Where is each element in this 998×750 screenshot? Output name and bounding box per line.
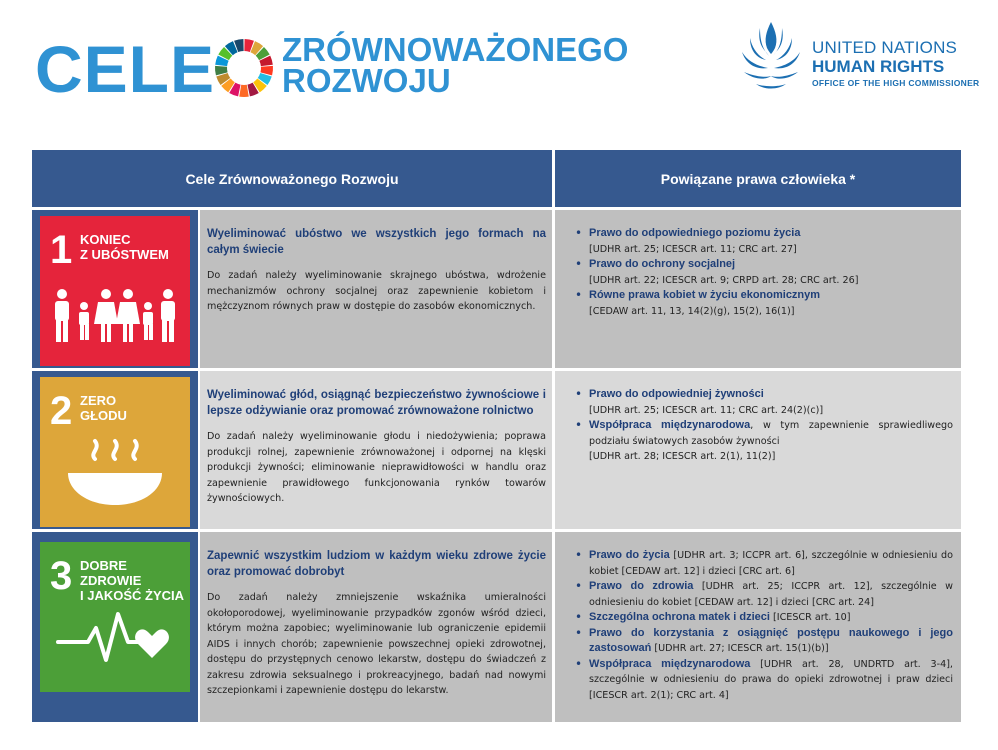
sdg-title-sub [282,31,629,99]
sdg-label-line2: I JAKOŚĆ ŻYCIA [80,588,185,603]
title-sub-line2: ROZWOJU [282,62,451,99]
right-name: Współpraca międzynarodowa [589,657,751,670]
goal-icon-cell [32,210,198,368]
list-item [575,610,953,626]
goal-description: Do zadań należy wyeliminowanie głodu i niedożywienia; poprawa produkcji rolnej, zapewnienie zrównoważonej i odpornej na klęski produkcji żywności; eliminowanie nieprawidłowości w handlu oraz zapewnienie prawidłowego funkcjonowania rynków towarów żywnościowych. [207,431,546,504]
sdg-label-line1: DOBRE ZDROWIE [80,558,142,588]
right-reference: [CEDAW art. 11, 13, 14(2)(g), 15(2), 16(1)] [589,305,795,317]
table-row [32,371,961,529]
sdg-number: 1 [50,228,73,272]
right-name: Prawo do zdrowia [589,580,694,592]
right-reference: [UDHR art. 27; ICESCR art. 15(1)(b)] [651,643,829,654]
list-item [575,548,953,579]
column-header-rights: Powiązane prawa człowieka * [555,150,961,207]
rights-cell [555,371,961,529]
sdg-label-line1: ZERO [80,393,117,408]
goal-title: Wyeliminować głód, osiągnąć bezpieczeństwo żywnościowe i lepsze odżywianie oraz promować zrównoważone rolnictwo [207,389,546,417]
org-line1: UNITED NATIONS [812,38,958,57]
right-name: Prawo do odpowiedniej żywności [589,388,764,400]
right-reference: [UDHR art. 28; ICESCR art. 2(1), 11(2)] [589,451,776,462]
list-item [575,657,953,704]
right-reference: [ICESCR art. 10] [769,612,851,623]
right-name: Prawo do korzystania z osiągnięć postępu naukowego i jego zastosowań [589,626,953,654]
sdg-label-line1: KONIEC [80,232,131,247]
right-name: Prawo do ochrony socjalnej [589,258,736,270]
bowl-icon [40,377,190,527]
un-human-rights-logo-icon [736,18,806,94]
sdg-number: 3 [50,554,73,598]
org-line3: OFFICE OF THE HIGH COMMISSIONER [812,78,980,88]
sdg-title-main: CELE [35,32,216,106]
goal-description: Do zadań należy wyeliminowanie skrajnego ubóstwa, wdrożenie mechanizmów ochrony socjalnej oraz zapewnienie kobietom i mężczyznom równych praw w dostępie do zasobów ekonomicznych. [207,270,546,312]
goal-cell [200,532,552,722]
goal-icon-cell [32,371,198,529]
goal-cell [200,371,552,529]
sdg-2-tile [40,377,190,527]
goal-title: Wyeliminować ubóstwo we wszystkich jego formach na całym świecie [207,228,546,256]
list-item [575,257,953,288]
rights-list [575,387,953,465]
table-row [32,210,961,368]
family-icon [40,216,190,366]
right-name: Prawo do życia [589,549,670,561]
rights-cell [555,210,961,368]
list-item [575,418,953,465]
sdg-label-line2: GŁODU [80,408,127,423]
sdg-label-line2: Z UBÓSTWEM [80,247,169,262]
goal-cell [200,210,552,368]
right-reference: [UDHR art. 25; ICCPR art. 12], szczególnie w odniesieniu do kobiet [CEDAW art. 12] i dzieci [CRC art. 24] [589,581,953,608]
right-name: Prawo do odpowiedniego poziomu życia [589,227,801,239]
rights-cell [555,532,961,722]
list-item [575,579,953,610]
right-reference: [UDHR art. 25; ICESCR art. 11; CRC art. 24(2)(c)] [589,404,824,416]
un-org-name [812,38,980,90]
right-reference: [UDHR art. 28, UNDRTD art. 3-4], szczególnie w odniesieniu do prawa do opieki zdrowotnej i praw dzieci [ICESCR art. 2(1); CRC art. 4] [589,658,953,701]
goal-description: Do zadań należy zmniejszenie wskaźnika umieralności okołoporodowej, wyeliminowanie przypadków zgonów wśród dzieci, którym można zapobiec; wyeliminowanie lub ograniczenie epidemii AIDS i innych chorób; zapewnienie powszechnej opieki zdrowotnej, dostępu do przystępnych cenowo lekarstw, dostępu do świadczeń z zakresu zdrowia seksualnego i prokreacyjnego, badań nad nowymi szczepionkami i zapewnienie dostępu do lekarstw. [207,592,546,696]
right-reference: [UDHR art. 25; ICESCR art. 11; CRC art. 27] [589,243,797,255]
right-note: , w tym zapewnienie sprawiedliwego podziału światowych zasobów żywności [589,420,953,447]
org-line2: HUMAN RIGHTS [812,57,945,76]
list-item [575,226,953,257]
sdg-1-tile [40,216,190,366]
goal-title: Zapewnić wszystkim ludziom w każdym wieku zdrowe życie oraz promować dobrobyt [207,550,546,578]
right-name: Równe prawa kobiet w życiu ekonomicznym [589,289,821,301]
right-reference: [UDHR art. 3; ICCPR art. 6], szczególnie w odniesieniu do kobiet [CEDAW art. 12] i dzieci [CRC art. 6] [589,550,953,577]
heartbeat-icon [40,542,190,692]
rights-list [575,226,953,319]
rights-list [575,548,953,703]
right-reference: [UDHR art. 22; ICESCR art. 9; CRPD art. 28; CRC art. 26] [589,274,859,286]
title-sub-line1: ZRÓWNOWAŻONEGO [282,31,629,68]
sdg-3-tile [40,542,190,692]
table-row [32,532,961,722]
list-item [575,387,953,418]
list-item [575,288,953,319]
sdg-number: 2 [50,389,73,433]
right-name: Współpraca międzynarodowa [589,419,751,431]
sdg-wheel-icon [214,38,274,98]
goal-icon-cell [32,532,198,722]
wheel-segment [239,85,249,97]
list-item [575,626,953,657]
column-header-goals: Cele Zrównoważonego Rozwoju [32,150,552,207]
right-name: Szczególna ochrona matek i dzieci [589,611,770,623]
